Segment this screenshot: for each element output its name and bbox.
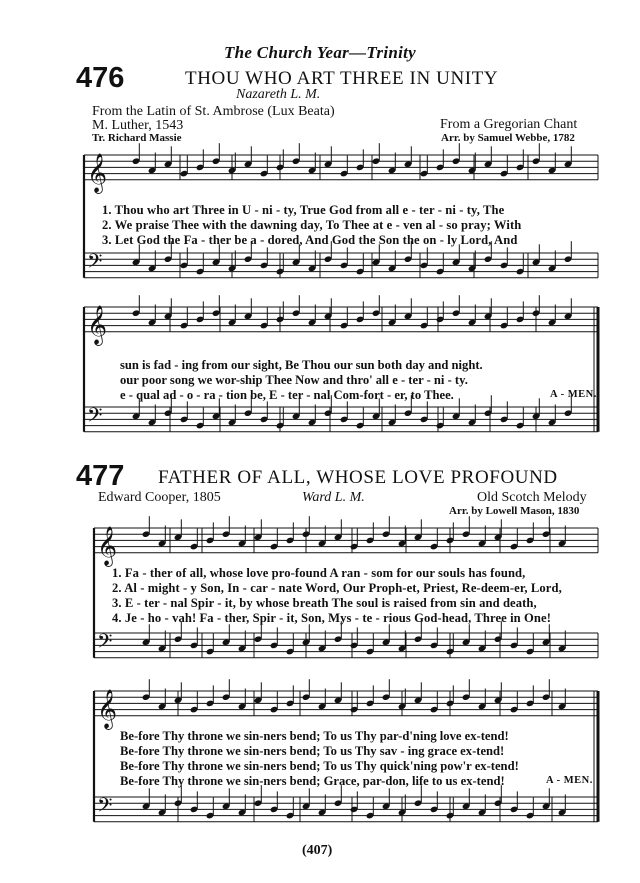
page-header: The Church Year—Trinity	[223, 43, 417, 62]
hymn-476-verse-2b: our poor song we wor-ship Thee Now and thro' all e - ter - ni - ty.	[120, 373, 468, 387]
bass-clef-icon: 𝄢	[97, 793, 113, 822]
hymn-477-author: Edward Cooper, 1805	[98, 490, 221, 505]
hymn-477-amen: A - MEN.	[546, 775, 593, 786]
hymn-477-title: FATHER OF ALL, WHOSE LOVE PROFOUND	[158, 467, 558, 488]
hymn-476-verse-1a: 1. Thou who art Three in U - ni - ty, True God from all e - ter - ni - ty, The	[102, 203, 505, 217]
treble-clef-icon: 𝄞	[87, 304, 108, 345]
hymn-476-arranger: Arr. by Samuel Webbe, 1782	[441, 132, 575, 144]
hymn-476-number: 476	[76, 62, 125, 94]
hymn-476-tune: Nazareth L. M.	[236, 87, 321, 102]
hymn-477-music-source: Old Scotch Melody	[477, 490, 587, 505]
page-number: (407)	[302, 843, 333, 858]
hymn-476-verse-1b: sun is fad - ing from our sight, Be Thou our sun both day and night.	[120, 358, 483, 372]
hymn-476-verse-3a: 3. Let God the Fa - ther be a - dored, And God the Son the on - ly Lord, And	[102, 233, 518, 247]
hymn-476-translator: Tr. Richard Massie	[92, 132, 182, 144]
treble-clef-icon: 𝄞	[87, 152, 108, 193]
hymn-477-verse-1b: Be-fore Thy throne we sin-ners bend; To us Thy par-d'ning love ex-tend!	[120, 729, 509, 743]
hymn-477-number: 477	[76, 460, 125, 492]
hymn-477-verse-4b: Be-fore Thy throne we sin-ners bend; Grace, par-don, life to us ex-tend!	[120, 774, 505, 788]
hymn-476-music-source: From a Gregorian Chant	[440, 117, 578, 132]
hymn-477-verse-4a: 4. Je - ho - vah! Fa - ther, Spir - it, Son, Mys - te - rious God-head, Three in One!	[112, 611, 552, 625]
staff-systems	[84, 143, 598, 822]
hymn-476-amen: A - MEN.	[550, 389, 597, 400]
bass-clef-icon: 𝄢	[87, 403, 103, 432]
hymn-477-verse-1a: 1. Fa - ther of all, whose love pro-found A ran - som for our souls has found,	[112, 566, 526, 580]
hymn-476-source: From the Latin of St. Ambrose (Lux Beata)	[92, 104, 335, 119]
hymn-476-verse-3b: e - qual ad - o - ra - tion be, E - ter - nal Com-fort - er, to Thee.	[120, 388, 454, 402]
treble-clef-icon: 𝄞	[97, 688, 118, 729]
hymn-477-tune: Ward L. M.	[302, 490, 365, 505]
hymn-477-verse-2a: 2. Al - might - y Son, In - car - nate Word, Our Proph-et, Priest, Re-deem-er, Lord,	[112, 581, 562, 595]
treble-clef-icon: 𝄞	[97, 525, 118, 566]
hymn-477-verse-3a: 3. E - ter - nal Spir - it, by whose breath The soul is raised from sin and death,	[112, 596, 537, 610]
bass-clef-icon: 𝄢	[97, 629, 113, 658]
hymn-477-verse-3b: Be-fore Thy throne we sin-ners bend; To us Thy quick'ning pow'r ex-tend!	[120, 759, 519, 773]
hymn-477-arranger: Arr. by Lowell Mason, 1830	[449, 505, 580, 517]
bass-clef-icon: 𝄢	[87, 249, 103, 278]
hymn-476-title: THOU WHO ART THREE IN UNITY	[185, 68, 499, 89]
hymn-476-author: M. Luther, 1543	[92, 118, 184, 133]
hymn-477-verse-2b: Be-fore Thy throne we sin-ners bend; To us Thy sav - ing grace ex-tend!	[120, 744, 505, 758]
hymn-476-verse-2a: 2. We praise Thee with the dawning day, To Thee at e - ven al - so pray; With	[102, 218, 522, 232]
